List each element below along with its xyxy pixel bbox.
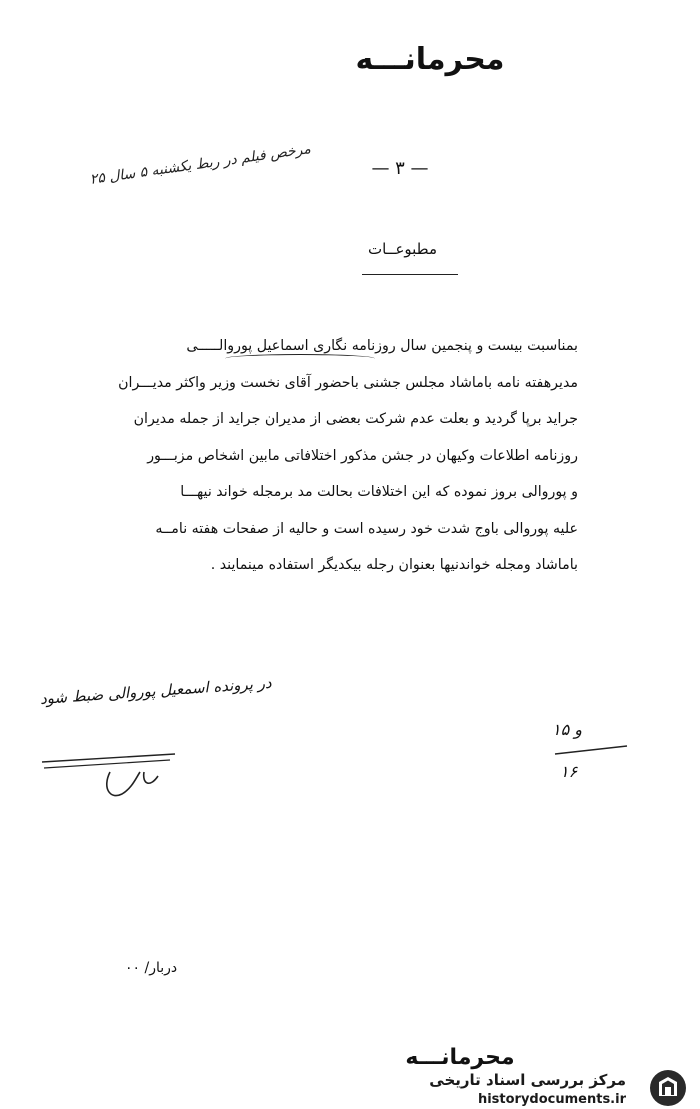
body-line-1: بمناسبت بیست و پنجمین سال روزنامه نگاری اسماعیل پوروالـــــی bbox=[186, 338, 578, 354]
marginal-fraction-line bbox=[545, 718, 635, 788]
watermark-url: historydocuments.ir bbox=[477, 1092, 626, 1107]
footer-title: محرمانـــه bbox=[405, 1045, 515, 1070]
handwritten-note-bottom: در پرونده اسمعیل پوروالی ضبط شود bbox=[39, 673, 273, 708]
body-line-6: علیه پوروالی باوج شدت خود رسیده است و حالیه از صفحات هفته نامــه bbox=[155, 520, 578, 537]
body-line-2: مدیرهفته نامه باماشاد مجلس جشنی باحضور آقای نخست وزیر واکثر مدیـــران bbox=[118, 374, 578, 391]
archive-logo-icon bbox=[648, 1068, 688, 1108]
marginal-note-top: ۱۵ و bbox=[552, 720, 583, 739]
section-underline bbox=[362, 274, 458, 275]
body-text bbox=[118, 328, 578, 584]
marginal-note-bottom: ۱۶ bbox=[560, 762, 578, 781]
body-line-3: جراید برپا گردید و بعلت عدم شرکت بعضی از مدیران جراید از جمله مدیران bbox=[133, 411, 578, 427]
page-number: — ۳ — bbox=[371, 158, 429, 179]
handwritten-note-top: مرخص فیلم در ربط یکشنبه ۵ سال ۲۵ bbox=[88, 141, 312, 188]
watermark-org-name: مرکز بررسی اسناد تاریخی bbox=[429, 1071, 626, 1089]
signature-scribble bbox=[40, 748, 180, 808]
section-heading: مطبوعــات bbox=[367, 240, 438, 258]
document-title: محرمانـــه bbox=[355, 42, 505, 77]
watermark bbox=[410, 1068, 690, 1108]
body-line-5: و پوروالی بروز نموده که این اختلافات بحالت مد برمجله خواند نیهـــا bbox=[180, 484, 578, 500]
body-line-4: روزنامه اطلاعات وکیهان در جشن مذکور اختلافاتی مابین اشخاص مزبـــور bbox=[147, 447, 578, 464]
body-line-7: باماشاد ومجله خواندنیها بعنوان رجله بیکدیگر استفاده مینمایند . bbox=[210, 557, 578, 573]
reference-code: دربار/ ۰۰ bbox=[125, 960, 178, 976]
